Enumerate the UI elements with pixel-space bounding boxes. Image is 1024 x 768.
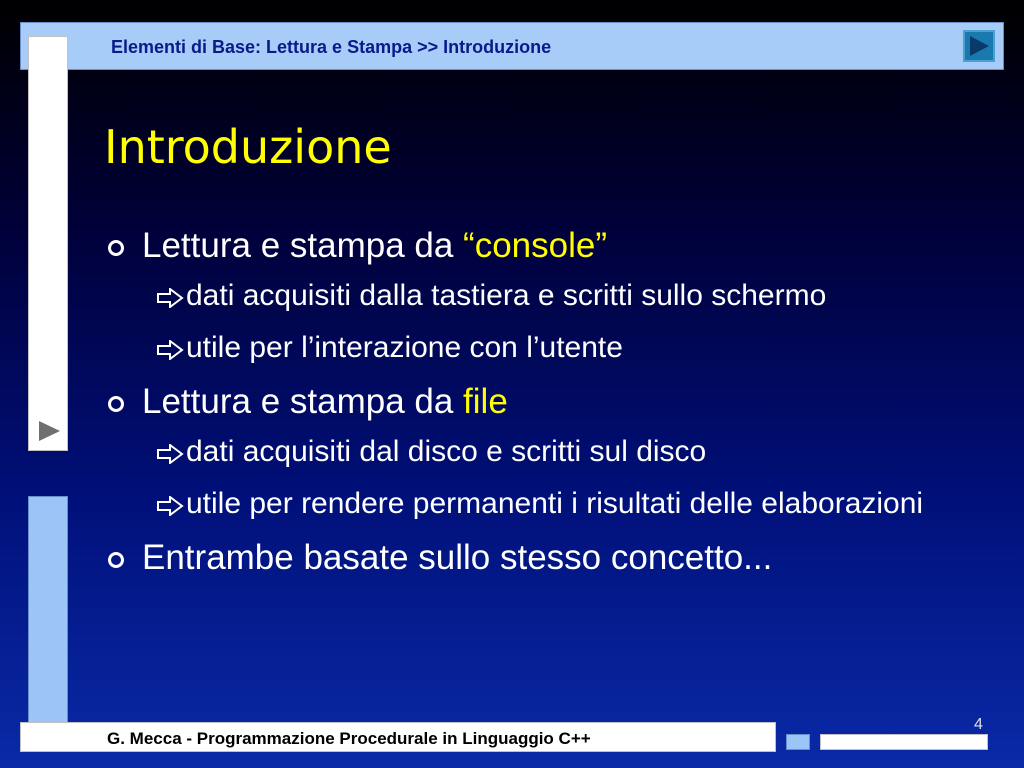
bullet-1-highlight: “console” [463,226,607,265]
footer-bar-right [820,734,988,750]
bullet-1 [100,225,980,267]
sub-bullet-2-1-text: dati acquisiti dal disco e scritti sul disco [186,435,707,468]
hollow-arrow-icon [156,496,184,516]
footer-bar [20,722,776,752]
sub-bullet-2-2 [100,485,980,523]
hollow-arrow-icon [156,444,184,464]
bullet-2-text: Lettura e stampa da [142,382,464,421]
circle-bullet-icon [108,396,124,412]
sub-bullet-1-2-text: utile per l’interazione con l’utente [186,331,623,364]
hollow-arrow-icon [156,288,184,308]
header-title: Elementi di Base: Lettura e Stampa >> Introduzione [111,37,552,57]
sub-bullet-1-2 [100,329,980,367]
bullet-2 [100,381,980,423]
sub-bullet-1-1 [100,277,980,315]
play-right-icon[interactable] [963,30,995,62]
sub-bullet-2-2-text: utile per rendere permanenti i risultati delle elaborazioni [186,487,924,520]
footer-accent [786,734,810,750]
slide-title: Introduzione [104,120,392,174]
header-bar [20,22,1004,70]
slide-content [100,225,980,589]
bullet-3 [100,537,980,579]
bullet-1-text: Lettura e stampa da [142,226,464,265]
bullet-2-highlight: file [463,382,508,421]
circle-bullet-icon [108,552,124,568]
play-arrow-icon[interactable] [36,418,62,444]
sidebar-panel [28,36,68,451]
circle-bullet-icon [108,240,124,256]
sub-bullet-2-1 [100,433,980,471]
bullet-3-text: Entrambe basate sullo stesso concetto... [142,538,773,577]
sidebar-accent [28,496,68,734]
footer-text: G. Mecca - Programmazione Procedurale in Linguaggio C++ [107,729,591,748]
sub-bullet-1-1-text: dati acquisiti dalla tastiera e scritti sullo schermo [186,279,827,312]
page-number: 4 [974,716,983,733]
hollow-arrow-icon [156,340,184,360]
